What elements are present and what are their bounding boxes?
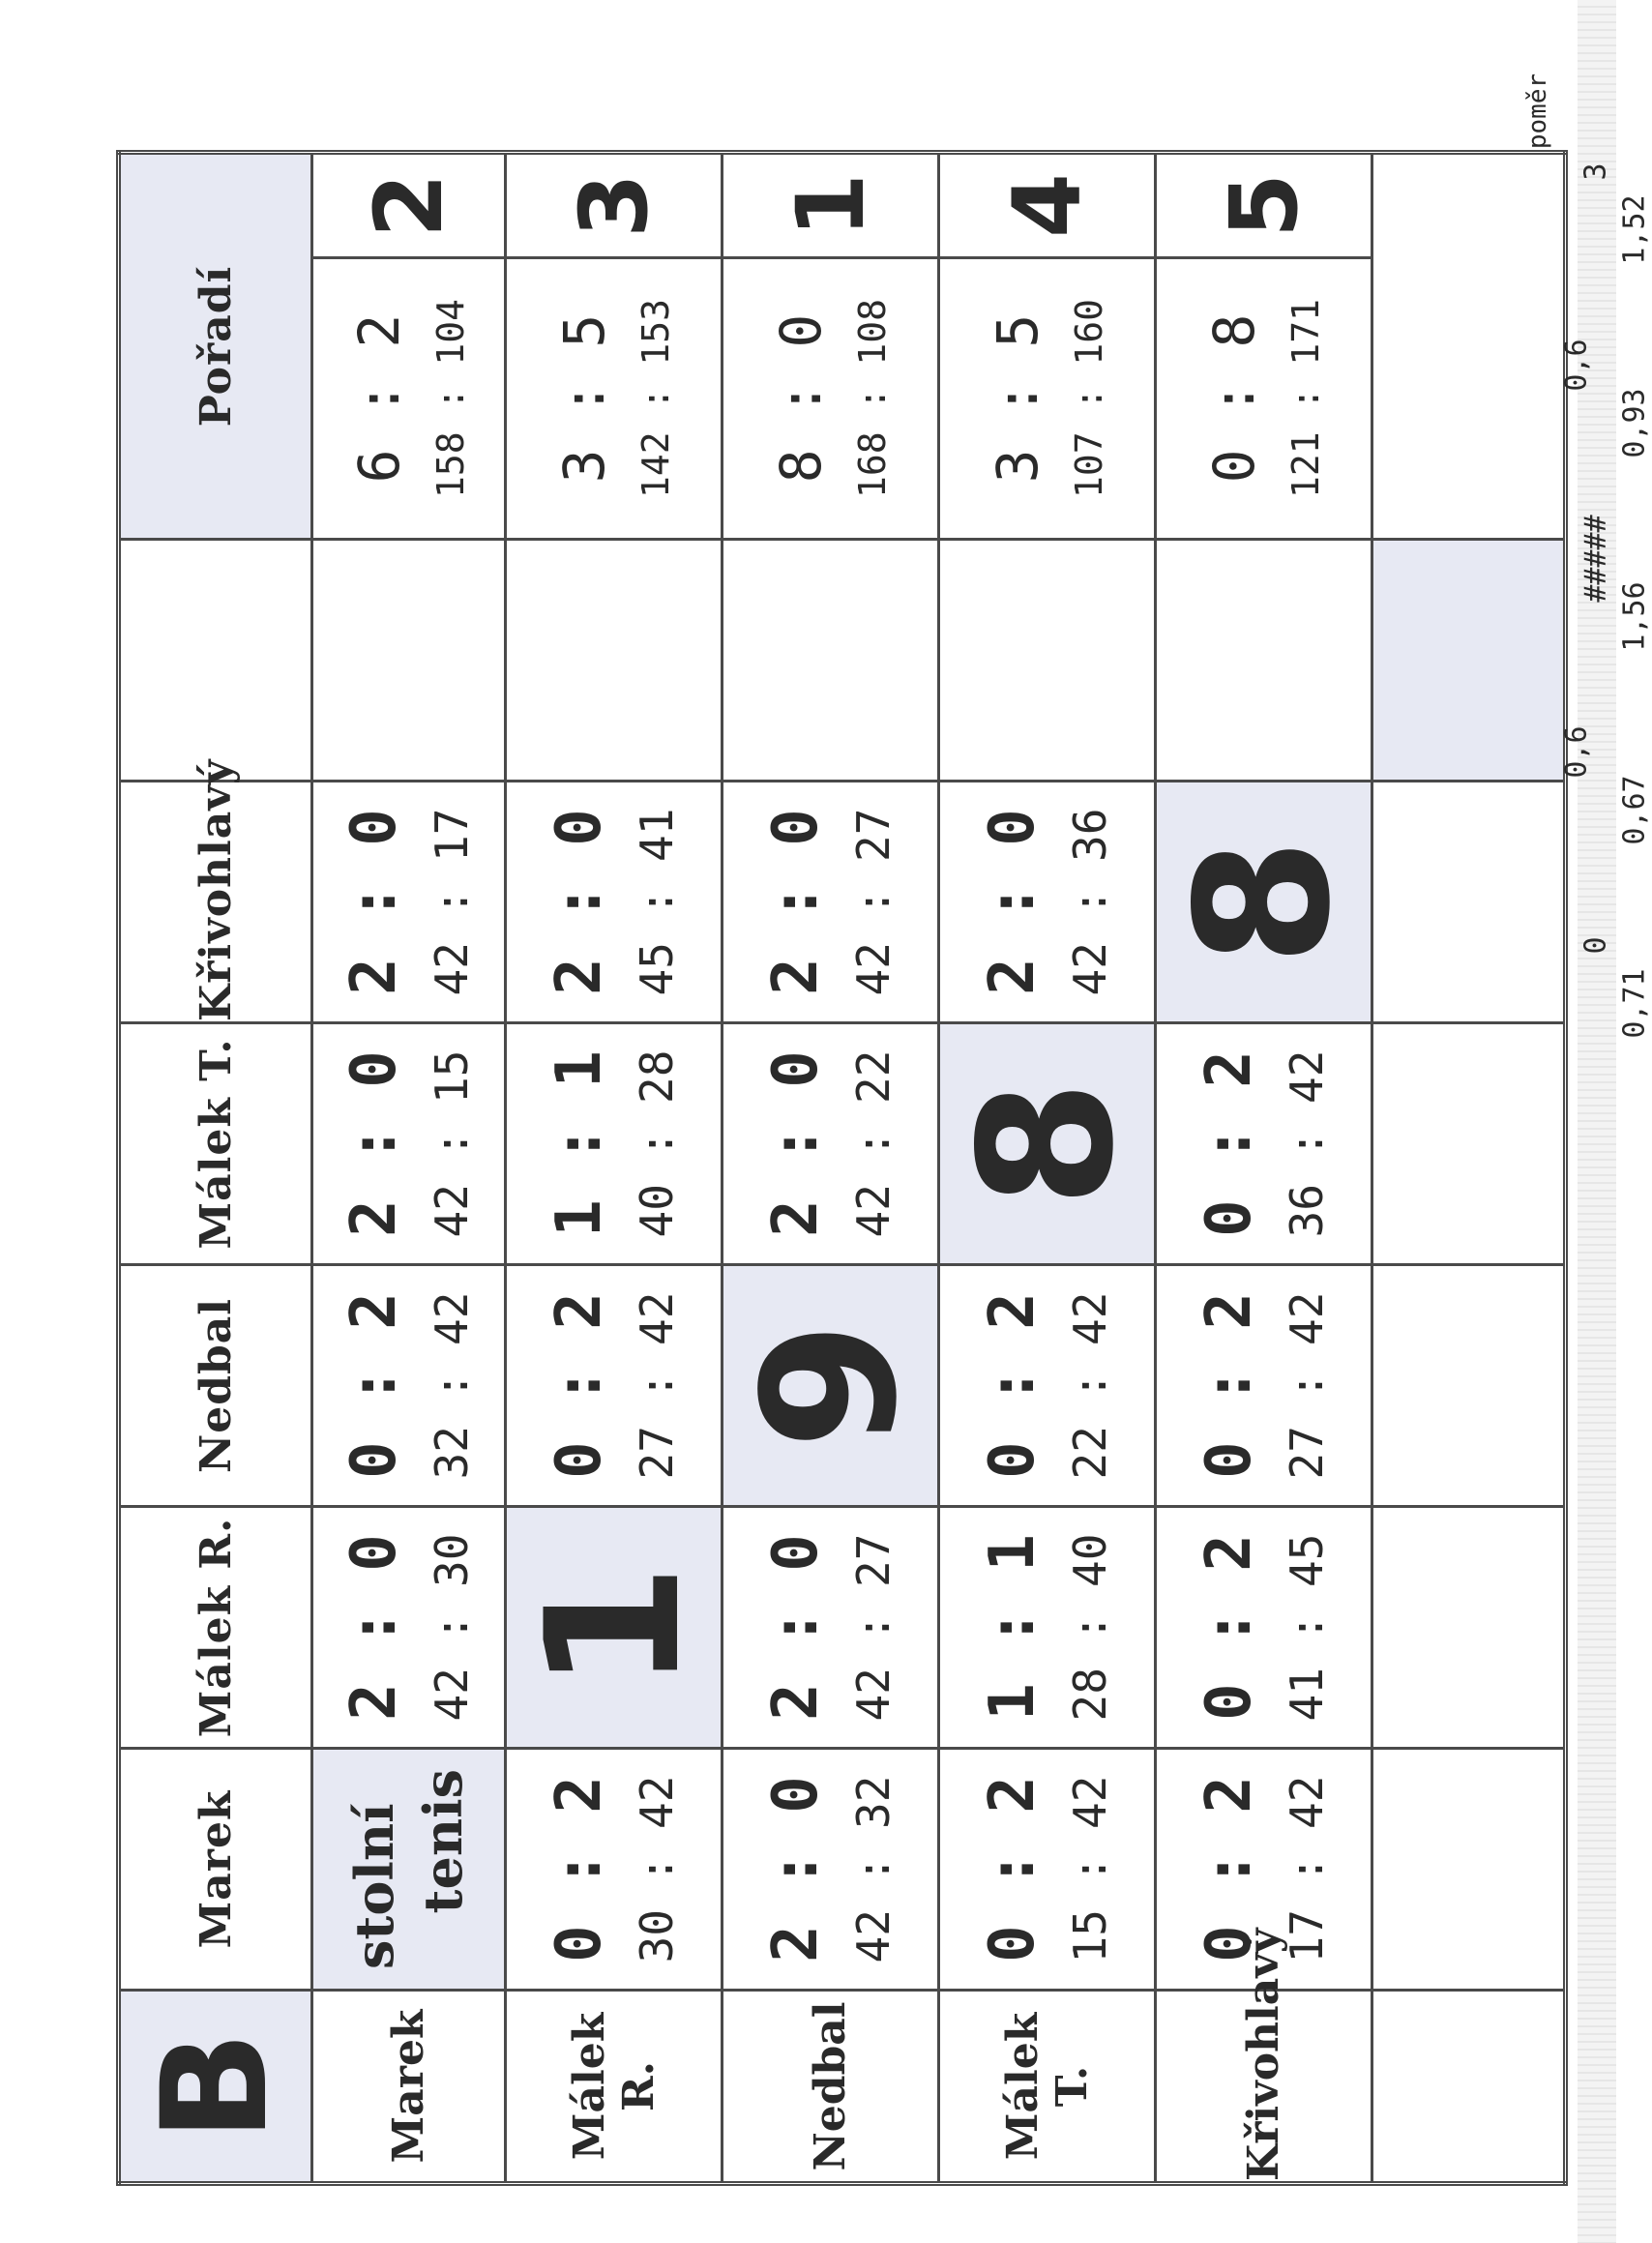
match-points: 36 : 42 — [1280, 1049, 1333, 1238]
match-points: 15 : 42 — [1063, 1775, 1116, 1963]
match-points: 42 : 27 — [846, 808, 900, 996]
match-cell — [506, 1023, 723, 1265]
diagonal-number: 8 — [940, 1079, 1154, 1208]
ratio-points: 0,67 — [1617, 775, 1652, 845]
match-points: 32 : 42 — [425, 1291, 478, 1480]
score-sheet — [116, 155, 1470, 2186]
row-header: Křivohlavý — [1156, 1991, 1372, 2184]
col-header-3: Nedbal — [119, 1265, 312, 1507]
col-header-rank: Pořadí — [119, 153, 312, 540]
match-score: 0 : 2 — [1193, 1292, 1265, 1479]
rank-number: 3 — [559, 173, 668, 238]
total-score: 0 : 8 — [1200, 313, 1267, 484]
ratio-points: 0,71 — [1617, 968, 1652, 1039]
match-points: 42 : 22 — [846, 1049, 900, 1238]
diagonal-number: 8 — [1157, 838, 1371, 966]
match-points: 30 : 42 — [630, 1775, 683, 1963]
match-points: 40 : 28 — [630, 1049, 683, 1238]
match-points: 42 : 36 — [1063, 808, 1116, 996]
col-header-2: Málek R. — [119, 1507, 312, 1749]
match-points: 27 : 42 — [1280, 1291, 1333, 1480]
ratio-points: 1,52 — [1617, 194, 1652, 265]
match-points: 42 : 15 — [425, 1049, 478, 1238]
blank-cell — [506, 540, 723, 782]
total-points: 107 : 160 — [1067, 299, 1110, 498]
corner-title-line: tenis — [411, 1769, 474, 1914]
match-points: 22 : 42 — [1063, 1291, 1116, 1480]
match-score: 0 : 2 — [543, 1776, 615, 1963]
match-score: 0 : 2 — [976, 1292, 1048, 1479]
match-score: 2 : 0 — [543, 809, 615, 995]
total-score: 8 : 0 — [767, 313, 834, 484]
match-cell — [312, 1023, 506, 1265]
rank-number: 4 — [992, 173, 1102, 238]
match-score: 2 : 0 — [338, 1534, 410, 1721]
match-cell — [939, 1507, 1156, 1749]
diagonal-number: 9 — [723, 1321, 937, 1450]
match-cell — [723, 1507, 939, 1749]
ranking-cell — [506, 153, 723, 540]
col-header-blank — [119, 540, 312, 782]
match-cell — [723, 1749, 939, 1991]
total-score: 3 : 5 — [550, 313, 617, 484]
table-row — [312, 153, 506, 2184]
group-label-cell — [119, 1991, 312, 2184]
ratio-points: 0,93 — [1617, 388, 1652, 458]
diagonal-number: 1 — [507, 1563, 721, 1692]
match-score: 2 : 0 — [759, 809, 832, 995]
match-cell — [506, 1265, 723, 1507]
rank-number: 2 — [354, 173, 463, 238]
match-score: 0 : 2 — [1193, 1050, 1265, 1237]
table-row — [506, 153, 723, 2184]
match-score: 2 : 0 — [759, 1534, 832, 1721]
ratio-score: 0,6 — [1559, 725, 1594, 779]
match-points: 41 : 45 — [1280, 1533, 1333, 1722]
match-points: 45 : 41 — [630, 808, 683, 996]
diagonal-cell — [723, 1265, 939, 1507]
ranking-cell — [723, 153, 939, 540]
total-points: 121 : 171 — [1283, 299, 1327, 498]
match-score: 1 : 1 — [543, 1050, 615, 1237]
ratio-score: 0 — [1578, 936, 1613, 955]
ranking-cell — [939, 153, 1156, 540]
table-row — [723, 153, 939, 2184]
match-score: 0 : 2 — [976, 1776, 1048, 1963]
match-score: 2 : 0 — [759, 1776, 832, 1963]
total-points: 168 : 108 — [850, 299, 894, 498]
ratio-score: 0,6 — [1559, 339, 1594, 392]
match-points: 42 : 27 — [846, 1533, 900, 1722]
total-points: 142 : 153 — [634, 299, 677, 498]
ratio-header: poměr — [1523, 73, 1552, 150]
ratio-score: 3 — [1578, 162, 1613, 181]
row-header: Marek — [312, 1991, 506, 2184]
match-cell — [723, 1023, 939, 1265]
match-cell — [312, 1507, 506, 1749]
match-points: 28 : 40 — [1063, 1533, 1116, 1722]
row-header: Málek R. — [506, 1991, 723, 2184]
match-cell — [939, 1749, 1156, 1991]
ratio-score: ##### — [1578, 515, 1613, 603]
rank-number: 5 — [1209, 173, 1318, 238]
match-cell — [939, 1265, 1156, 1507]
match-points: 27 : 42 — [630, 1291, 683, 1480]
match-score: 2 : 0 — [338, 1050, 410, 1237]
row-header: Nedbal — [723, 1991, 939, 2184]
blank-cell — [723, 540, 939, 782]
match-score: 0 : 2 — [1193, 1534, 1265, 1721]
match-score: 2 : 0 — [338, 809, 410, 995]
rotated-table-wrapper — [116, 155, 1470, 2186]
match-cell — [723, 782, 939, 1023]
match-cell — [939, 782, 1156, 1023]
match-score: 1 : 1 — [976, 1534, 1048, 1721]
row-header: Málek T. — [939, 1991, 1156, 2184]
match-points: 42 : 17 — [425, 808, 478, 996]
col-header-5: Křivohlavý — [119, 782, 312, 1023]
total-points: 158 : 104 — [428, 299, 472, 498]
col-header-1: Marek — [119, 1749, 312, 1991]
match-points: 42 : 30 — [425, 1533, 478, 1722]
table-row — [939, 153, 1156, 2184]
diagonal-cell — [506, 1507, 723, 1749]
diagonal-cell — [939, 1023, 1156, 1265]
match-cell — [312, 782, 506, 1023]
match-cell — [506, 782, 723, 1023]
match-score: 0 : 2 — [1193, 1776, 1265, 1963]
match-points: 42 : 32 — [846, 1775, 900, 1963]
corner-title-cell — [312, 1749, 506, 1991]
match-score: 2 : 0 — [976, 809, 1048, 995]
total-score: 3 : 5 — [984, 313, 1050, 484]
match-cell — [506, 1749, 723, 1991]
col-header-4: Málek T. — [119, 1023, 312, 1265]
ratio-points: 1,56 — [1617, 581, 1652, 652]
total-score: 6 : 2 — [345, 313, 412, 484]
corner-title-line: stolní — [343, 1803, 406, 1969]
match-points: 17 : 42 — [1280, 1775, 1333, 1963]
ranking-cell — [312, 153, 506, 540]
match-score: 2 : 0 — [759, 1050, 832, 1237]
match-cell — [312, 1265, 506, 1507]
rank-number: 1 — [776, 173, 885, 238]
group-label: B — [132, 2030, 300, 2142]
match-score: 0 : 2 — [338, 1292, 410, 1479]
ratio-column — [1315, 58, 1652, 2089]
blank-cell — [312, 540, 506, 782]
match-score: 0 : 2 — [543, 1292, 615, 1479]
blank-cell — [939, 540, 1156, 782]
